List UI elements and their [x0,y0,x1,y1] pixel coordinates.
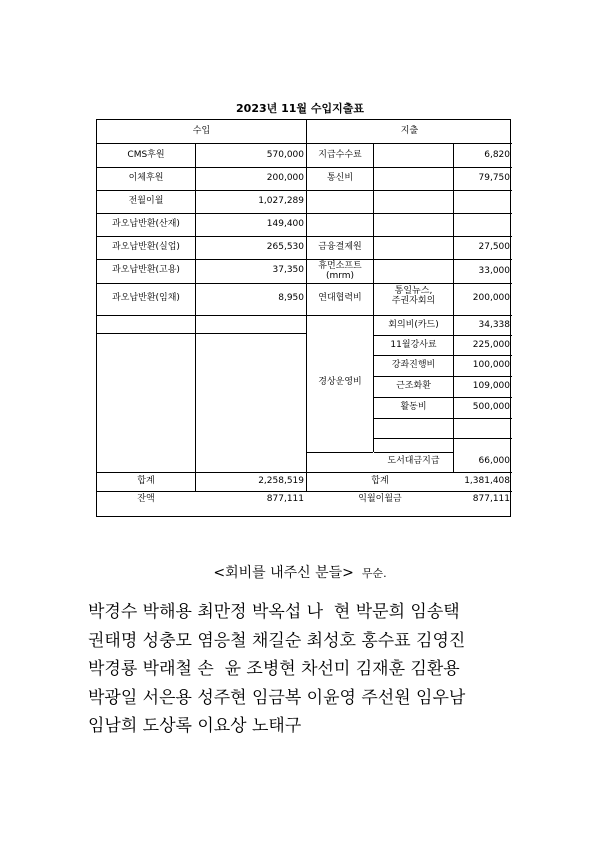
expense-total: 1,381,408 [464,476,510,486]
operating-amount: 100,000 [472,360,510,370]
expense-total-label: 합계 [371,476,389,486]
donor-line: 박경룡 박래철 손 윤 조병현 차선미 김재훈 김환용 [88,659,460,679]
income-amount: 149,400 [266,219,304,229]
donor-list [88,598,558,741]
income-total-label: 합계 [137,476,155,486]
expense-amount: 200,000 [472,293,510,303]
income-label: 과오납반환(산재) [112,219,180,229]
donor-line: 박경수 박해용 최만정 박옥섭 나 현 박문희 임송택 [88,602,460,622]
donor-order-note: 무순. [361,567,387,580]
expense-header: 지출 [400,126,419,136]
donor-heading-text: <회비를 내주신 분들> [213,565,354,581]
operating-item: 강좌진행비 [391,360,436,370]
income-amount: 265,530 [266,242,304,252]
donor-section-heading [0,562,600,582]
income-amount: 37,350 [272,265,304,275]
balance-amount: 877,111 [266,494,304,504]
expense-amount: 33,000 [478,266,510,276]
income-label: 이체후원 [128,173,164,183]
donor-line: 박광일 서은용 성주현 임금복 이윤영 주선원 임우남 [88,687,466,708]
expense-amount: 79,750 [478,173,510,183]
operating-amount: 225,000 [472,340,510,350]
donor-line: 임남희 도상록 이요상 노태구 [88,716,302,736]
carry-over-label: 익월이월금 [358,494,402,504]
expense-label: 지급수수료 [318,150,362,160]
operating-amount: 34,338 [478,320,510,330]
income-label: 과오납반환(고용) [112,265,180,275]
expense-label: 금융결제원 [318,242,362,252]
income-amount: 1,027,289 [258,196,304,206]
balance-label: 잔액 [137,494,155,504]
operating-item: 근조화환 [396,381,431,391]
operating-amount: 66,000 [478,456,510,466]
income-label: 과오납반환(실업) [112,242,180,252]
income-label: CMS후원 [127,150,165,160]
ledger-table [96,119,511,517]
operating-label: 경상운영비 [318,377,362,387]
income-amount: 200,000 [266,173,304,183]
expense-sub-label: 통일뉴스, 주권자회의 [391,286,436,307]
operating-amount: 500,000 [472,402,510,412]
income-amount: 570,000 [266,150,304,160]
income-label: 전월이월 [128,196,164,206]
expense-label: 통신비 [326,173,354,183]
operating-item: 11월강사료 [390,340,437,350]
operating-amount: 109,000 [472,381,510,391]
income-amount: 8,950 [278,293,304,303]
expense-amount: 6,820 [484,150,510,160]
operating-item: 활동비 [400,402,427,412]
income-total: 2,258,519 [258,476,304,486]
income-header: 수입 [192,126,211,136]
operating-item: 도서대금지급 [387,456,440,466]
income-label: 과오납반환(임채) [112,293,180,303]
expense-label: 연대협력비 [318,293,362,303]
carry-over-amount: 877,111 [472,494,510,504]
operating-item: 회의비(카드) [388,320,439,330]
document-title: 2023년 11월 수입지출표 [236,102,364,115]
expense-label: 휴먼소프트 (mrm) [318,261,362,282]
expense-amount: 27,500 [478,242,510,252]
donor-line: 권태명 성충모 염응철 채길순 최성호 홍수표 김영진 [88,630,466,651]
